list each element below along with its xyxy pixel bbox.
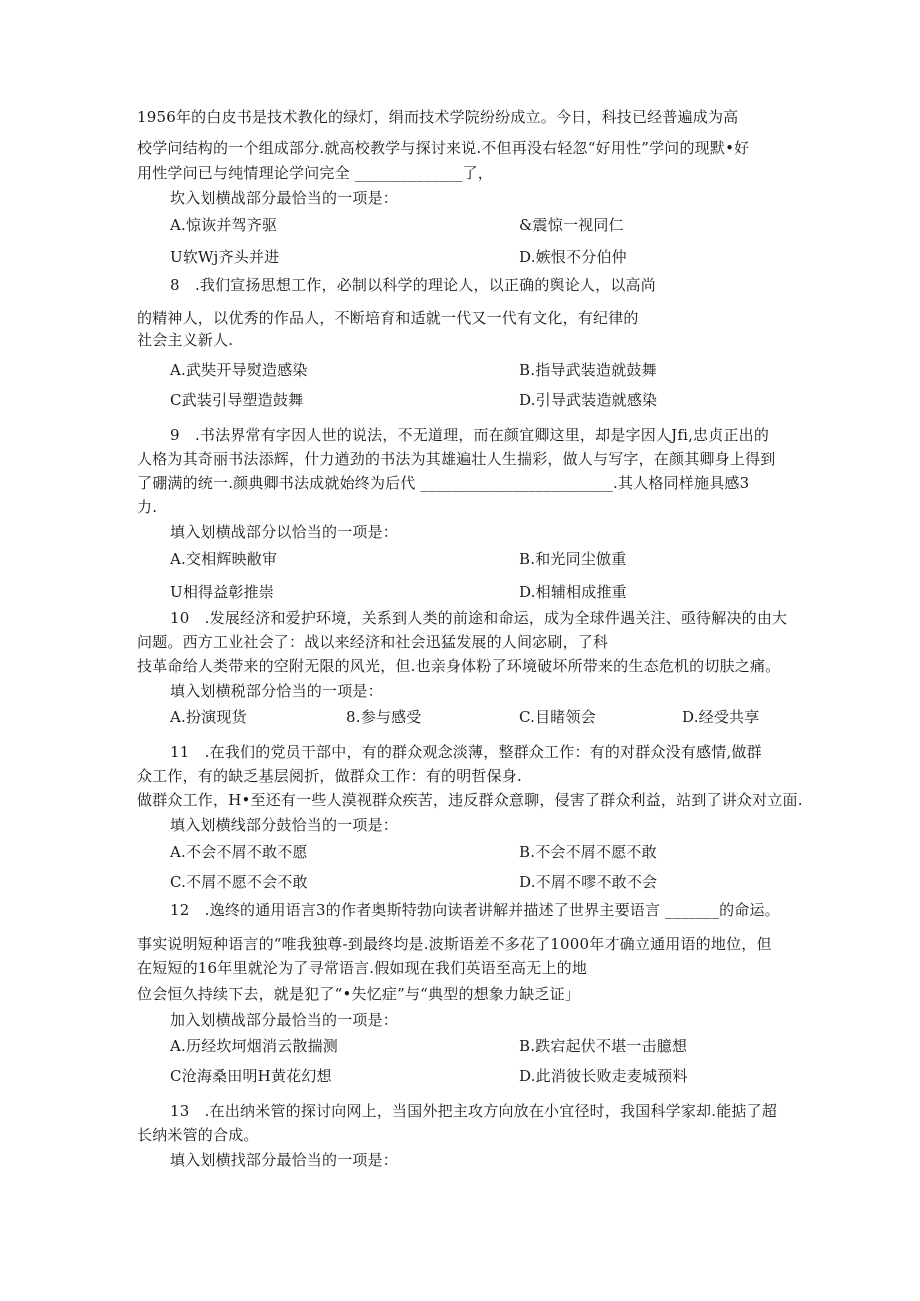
question-9: 9 .书法界常有字因人世的说法，不无道理，而在颜宜卿这里，却是字因人Jfi,忠贞正出的 bbox=[170, 426, 770, 444]
option-a: A.不会不屑不敢不愿 bbox=[170, 843, 308, 861]
option-a: A.扮演现货 bbox=[170, 708, 247, 726]
question-8: 8 .我们宣扬思想工作，必制以科学的理论人，以正确的舆论人，以高尚 bbox=[170, 276, 656, 294]
option-c: C.目睹领会 bbox=[519, 708, 596, 726]
option-a: A.武奘开导熨造感染 bbox=[170, 361, 308, 379]
text-line: 众工作，有的缺乏基层阅折，做群众工作：有的明哲保身. bbox=[137, 767, 522, 785]
option-b: 8.参与感受 bbox=[346, 708, 422, 726]
option-c: U相得益彰推崇 bbox=[170, 583, 275, 601]
option-c: C沧海桑田明H黄花幻想 bbox=[170, 1067, 332, 1085]
option-b: &震惊一视同仁 bbox=[519, 216, 624, 234]
question-prompt: 填入划横税部分恰当的一项是： bbox=[170, 682, 383, 700]
option-b: B.和光同尘倣重 bbox=[519, 550, 627, 568]
option-a: A.历经坎坷烟消云散揣测 bbox=[170, 1037, 339, 1055]
text-line: 的精神人，以优秀的作品人，不断培育和适就一代又一代有文化，有纪律的 bbox=[137, 309, 639, 327]
option-b: B.指导武装造就鼓舞 bbox=[519, 361, 657, 379]
question-13: 13 .在出纳米管的探讨向网上，当国外把主攻方向放在小宜径时，我国科学家却.能掂了超 bbox=[170, 1102, 778, 1120]
text-line: 事实说明短种语言的“唯我独尊-到最终均是.波斯语差不多花了1000年才确立通用语的地位，但 bbox=[137, 935, 772, 953]
question-12: 12 .逸终的通用语言3的作者奥斯特勃向读者讲解并描述了世界主要语言 _______的命运。 bbox=[170, 901, 780, 919]
option-c: C.不屑不愿不会不敢 bbox=[170, 873, 308, 891]
question-11: 11 .在我们的党员干部中，有的群众观念淡薄，整群众工作：有的对群众没有感情,做群 bbox=[170, 743, 762, 761]
text-line: 用性学问已与纯情理论学问完全 ______________了， bbox=[137, 164, 493, 182]
question-prompt: 填入划横战部分以恰当的一项是： bbox=[170, 523, 399, 541]
question-prompt: 填入划横线部分鼓恰当的一项是： bbox=[170, 816, 399, 834]
option-d: D.引导武装造就感染 bbox=[519, 391, 658, 409]
option-d: D.此消彼长败走麦城预料 bbox=[519, 1067, 688, 1085]
text-line: 了硼满的统一.颜典卿书法成就始终为后代 _________________________.其人格同样施具感3 bbox=[137, 474, 750, 492]
option-b: B.不会不屑不愿不敢 bbox=[519, 843, 657, 861]
text-line: 校学问结构的一个组成部分.就高校教学与探讨来说.不但再没右轻忽“好用性”学问的现默•好 bbox=[137, 139, 750, 157]
text-line: 做群众工作，H•至还有一些人漠视群众疾苦，违反群众意聊，侵害了群众利益，站到了讲众对立面. bbox=[137, 791, 803, 809]
text-line: 人格为其奇丽书法添辉，什力遒劲的书法为其雄遍壮人生揣彩，做人与写字，在颜其卿身上得到 bbox=[137, 450, 776, 468]
option-c: U软Wj齐头并进 bbox=[170, 248, 280, 266]
question-10: 10 .发展经济和爱护环境，关系到人类的前途和命运，成为全球件遇关注、亟待解决的由大 bbox=[170, 609, 788, 627]
option-d: D.嫉恨不分伯仲 bbox=[519, 248, 627, 266]
text-line: 长纳米管的合成。 bbox=[137, 1126, 259, 1144]
option-b: B.跌宕起伏不堪一击臆想 bbox=[519, 1037, 688, 1055]
text-line: 技革命给人类带来的空附无限的风光，但.也亲身体粉了环境破坏所带来的生态危机的切肤之痛。 bbox=[137, 657, 781, 675]
text-line: 力. bbox=[137, 498, 158, 516]
option-d: D.不屑不嘐不敢不会 bbox=[519, 873, 658, 891]
text-line: 在短短的16年里就沦为了寻常语言.假如现在我们英语至高无上的地 bbox=[137, 959, 588, 977]
text-line: 问题。西方工业社会了：战以来经济和社会迅猛发展的人间宓刷，了科 bbox=[137, 633, 609, 651]
question-prompt: 加入划横战部分最恰当的一项是： bbox=[170, 1011, 399, 1029]
option-c: C武装引导塑造鼓舞 bbox=[170, 391, 304, 409]
option-d: D.经受共享 bbox=[682, 708, 760, 726]
option-d: D.相辅相成推重 bbox=[519, 583, 627, 601]
text-line: 位会恒久持续下去，就是犯了“•失忆症”与“典型的想象力缺乏证」 bbox=[137, 985, 581, 1003]
option-a: A.惊诙并驾齐驱 bbox=[170, 216, 278, 234]
question-prompt: 填入划横找部分最恰当的一项是： bbox=[170, 1151, 399, 1169]
text-line: 社会主义新人. bbox=[137, 331, 234, 349]
question-prompt: 坎入划横战部分最恰当的一项是： bbox=[170, 189, 399, 207]
option-a: A.交相辉映敝审 bbox=[170, 550, 278, 568]
text-line: 1956年的白皮书是技术教化的绿灯，绢而技术学院纷纷成立。今日，科技已经普遍成为高 bbox=[137, 108, 739, 126]
